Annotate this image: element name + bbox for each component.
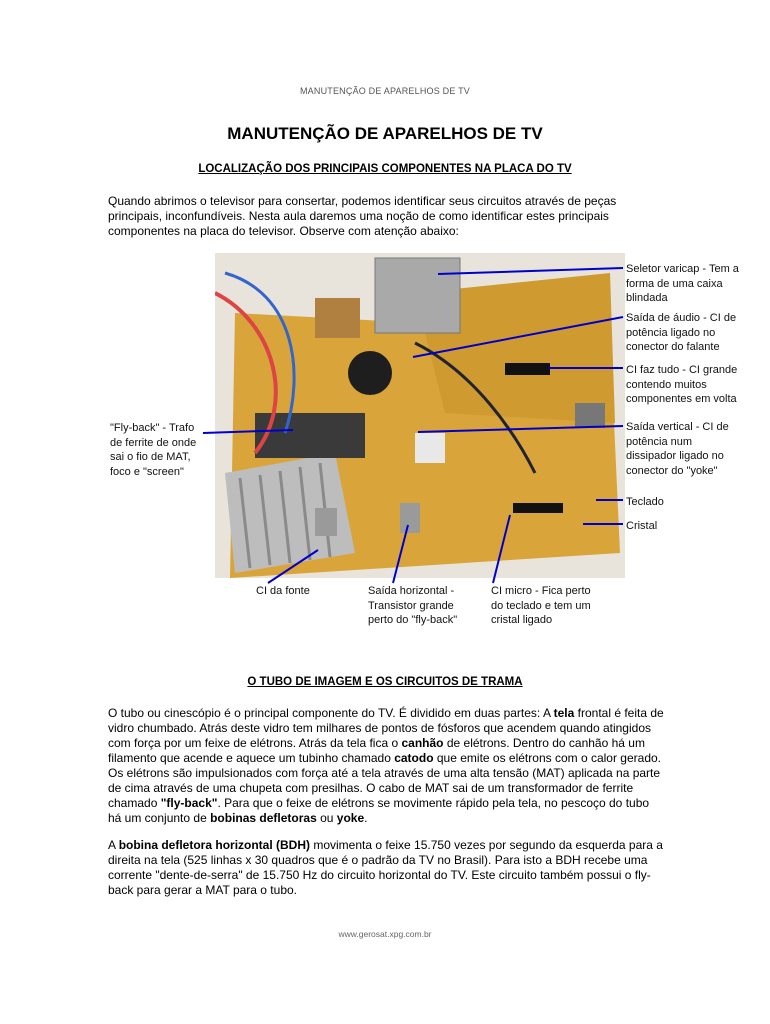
callout-cristal: Cristal bbox=[626, 520, 658, 532]
intro-paragraph: Quando abrimos o televisor para consertar, podemos identificar seus circuitos através de peças principais, inconfundíveis. Nesta aula daremos uma noção de como identificar estes principais componentes na placa do televisor. Observe com atenção abaixo: bbox=[108, 194, 617, 238]
callout-ci-faz-tudo: CI faz tudo - CI grande contendo muitos componentes em volta bbox=[626, 364, 738, 405]
section-heading-components: LOCALIZAÇÃO DOS PRINCIPAIS COMPONENTES NA PLACA DO TV bbox=[198, 163, 572, 175]
callout-vertical-output: Saída vertical - CI de potência num dissipador ligado no conector do "yoke" bbox=[626, 421, 729, 477]
running-head: MANUTENÇÃO DE APARELHOS DE TV bbox=[299, 86, 470, 96]
page-title: MANUTENÇÃO DE APARELHOS DE TV bbox=[227, 124, 543, 143]
callout-teclado: Teclado bbox=[626, 496, 664, 508]
callout-varicap: Seletor varicap - Tem a forma de uma caixa blindada bbox=[626, 263, 739, 304]
picture-tube-paragraph: O tubo ou cinescópio é o principal componente do TV. É dividido em duas partes: A tela frontal é feita de vidro chumbado. Atrás deste vidro tem milhares de pontos de fósforos que acendem quando atingidos com força por um feixe de elétrons. Atrás da tela fica o canhão de elétrons. Dentro do canhão há um filamento que acende e aquece um tubinho chamado catodo que emite os elétrons com o calor gerado. Os elétrons são impulsionados com força até a tela através de uma alta tensão (MAT) aplicada na parte de cima através de uma chupeta com presilhas. O cabo de MAT sai de um transformador de ferrite chamado "fly-back". Para que o feixe de elétrons se movimente rápido pela tela, no pescoço do tubo há um conjunto de bobinas defletoras ou yoke. bbox=[108, 706, 664, 825]
bdh-paragraph: A bobina defletora horizontal (BDH) movimenta o feixe 15.750 vezes por segundo da esquerda para a direita na tela (525 linhas x 30 quadros que é o padrão da TV no Brasil). Para isto a BDH recebe uma corrente "dente-de-serra" de 15.750 Hz do circuito horizontal do TV. Este circuito também possui o fly-back para gerar a MAT para o tubo. bbox=[108, 838, 663, 897]
section-heading-picture-tube: O TUBO DE IMAGEM E OS CIRCUITOS DE TRAMA bbox=[247, 676, 523, 688]
callout-ci-micro: CI micro - Fica perto do teclado e tem um cristal ligado bbox=[491, 585, 591, 626]
callout-horizontal-output: Saída horizontal - Transistor grande perto do "fly-back" bbox=[368, 585, 458, 626]
callout-ci-fonte: CI da fonte bbox=[256, 585, 310, 597]
callout-flyback: "Fly-back" - Trafo de ferrite de onde sai o fio de MAT, foco e "screen" bbox=[110, 422, 197, 478]
callout-audio-output: Saída de áudio - CI de potência ligado no conector do falante bbox=[626, 312, 737, 353]
circuit-board-figure bbox=[108, 250, 763, 630]
footer-url: www.gerosat.xpg.com.br bbox=[338, 929, 432, 939]
